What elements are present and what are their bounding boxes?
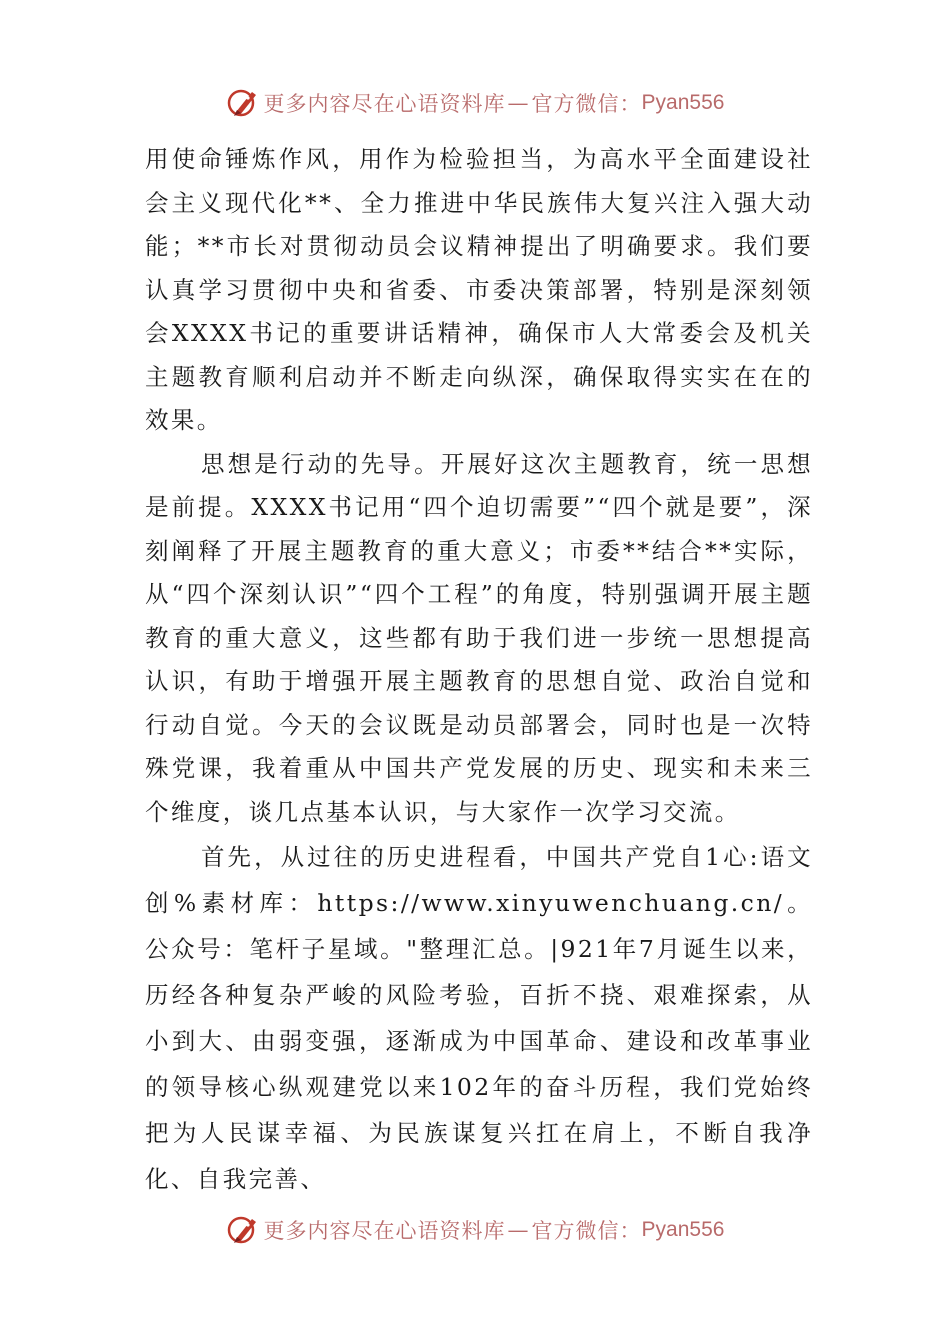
header-wechat-id: Pyan556 (641, 91, 725, 114)
header-separator: — (507, 91, 530, 115)
pen-nib-logo-icon (226, 86, 260, 120)
header-banner (0, 83, 950, 123)
footer-wechat-id: Pyan556 (641, 1218, 725, 1241)
footer-wechat-label: 官方微信： (531, 1219, 642, 1243)
document-body (145, 138, 813, 1202)
paragraph-1: 用使命锤炼作风，用作为检验担当，为高水平全面建设社会主义现代化**、全力推进中华民族伟大复兴注入强大动能；**市长对贯彻动员会议精神提出了明确要求。我们要认真学习贯彻中央和省委、市委决策部署，特别是深刻领会XXXX书记的重要讲话精神，确保市人大常委会及机关主题教育顺利启动并不断走向纵深，确保取得实实在在的效果。 (145, 145, 813, 434)
footer-separator: — (507, 1218, 530, 1242)
pen-nib-logo-icon (226, 1213, 260, 1247)
footer-banner (0, 1210, 950, 1250)
header-wechat-label: 官方微信： (531, 92, 642, 116)
footer-brand-text: 更多内容尽在心语资料库 (263, 1219, 506, 1243)
paragraph-2: 思想是行动的先导。开展好这次主题教育，统一思想是前提。XXXX书记用“四个迫切需要”“四个就是要”，深刻阐释了开展主题教育的重大意义；市委**结合**实际，从“四个深刻认识”“四个工程”的角度，特别强调开展主题教育的重大意义，这些都有助于我们进一步统一思想提高认识，有助于增强开展主题教育的思想自觉、政治自觉和行动自觉。今天的会议既是动员部署会，同时也是一次特殊党课，我着重从中国共产党发展的历史、现实和未来三个维度，谈几点基本认识，与大家作一次学习交流。 (145, 449, 813, 826)
header-brand-text: 更多内容尽在心语资料库 (263, 92, 506, 116)
paragraph-3: 首先，从过往的历史进程看，中国共产党自1心:语文创%素材库：https://www.xinyuwenchuang.cn/。公众号：笔杆子星域。"整理汇总。|921年7月诞生以来，历经各种复杂严峻的风险考验，百折不挠、艰难探索，从小到大、由弱变强，逐渐成为中国革命、建设和改革事业的领导核心纵观建党以来102年的奋斗历程，我们党始终把为人民谋幸福、为民族谋复兴扛在肩上，不断自我净化、自我完善、 (145, 843, 813, 1193)
